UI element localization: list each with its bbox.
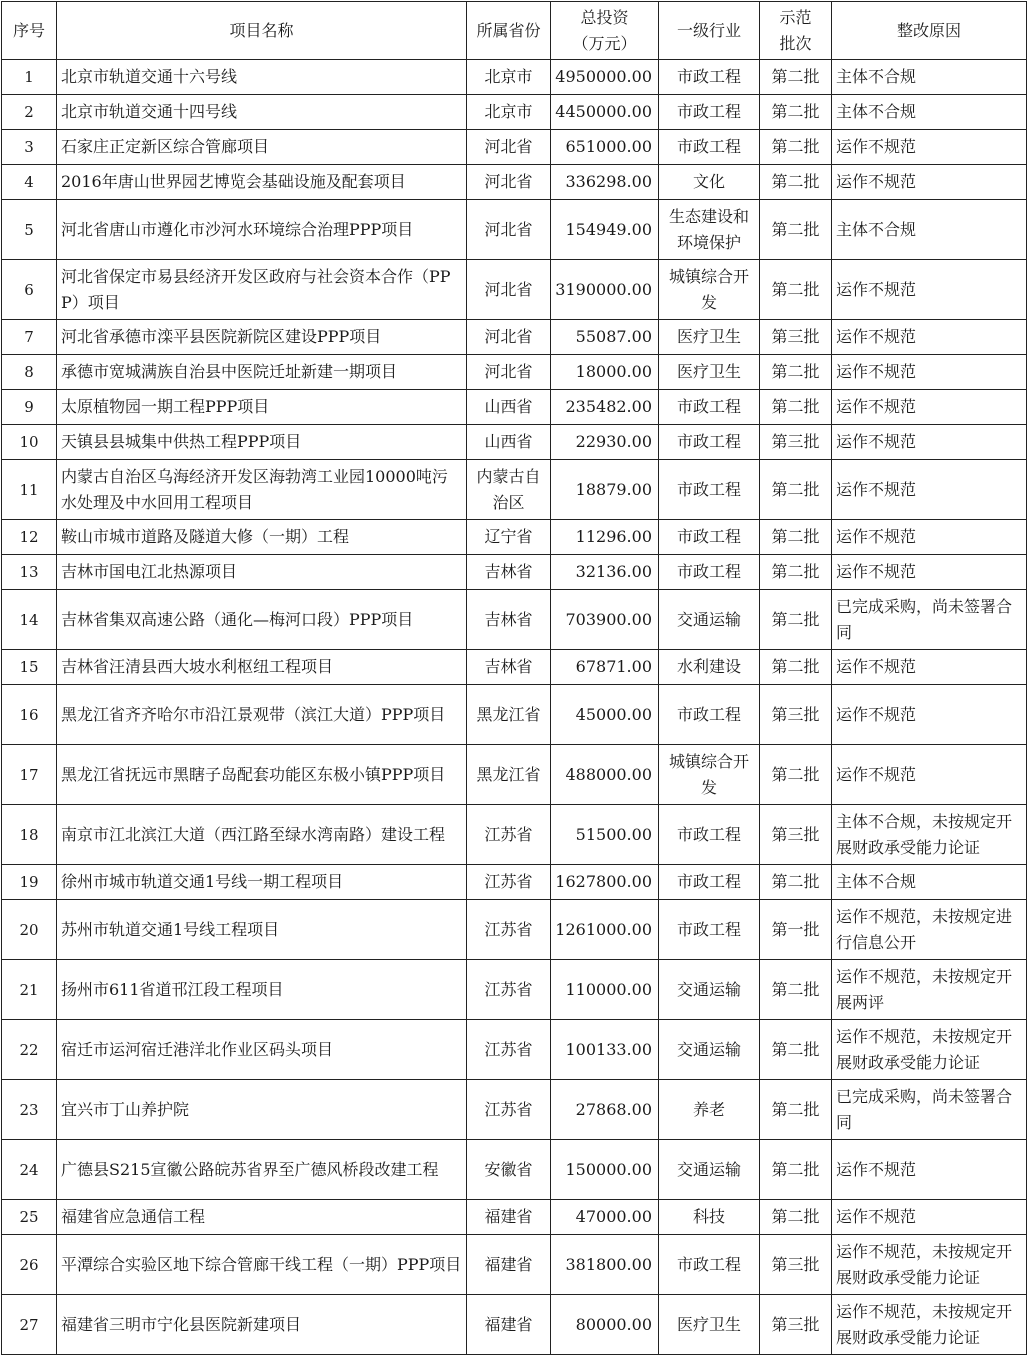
cell-industry: 市政工程 <box>659 130 760 165</box>
cell-province: 河北省 <box>467 200 551 260</box>
cell-province: 河北省 <box>467 130 551 165</box>
cell-name: 福建省应急通信工程 <box>57 1200 467 1235</box>
cell-province: 福建省 <box>467 1295 551 1355</box>
cell-reason: 运作不规范 <box>832 745 1027 805</box>
cell-name: 太原植物园一期工程PPP项目 <box>57 390 467 425</box>
cell-name: 广德县S215宣徽公路皖苏省界至广德风桥段改建工程 <box>57 1140 467 1200</box>
cell-reason: 运作不规范 <box>832 1140 1027 1200</box>
cell-no: 25 <box>2 1200 57 1235</box>
cell-no: 2 <box>2 95 57 130</box>
cell-reason: 主体不合规 <box>832 95 1027 130</box>
cell-no: 3 <box>2 130 57 165</box>
cell-province: 河北省 <box>467 320 551 355</box>
cell-reason: 运作不规范，未按规定进行信息公开 <box>832 900 1027 960</box>
cell-name: 平潭综合实验区地下综合管廊干线工程（一期）PPP项目 <box>57 1235 467 1295</box>
cell-investment: 27868.00 <box>551 1080 659 1140</box>
cell-industry: 医疗卫生 <box>659 1295 760 1355</box>
cell-investment: 381800.00 <box>551 1235 659 1295</box>
table-row <box>2 165 1027 200</box>
table-row <box>2 865 1027 900</box>
cell-investment: 47000.00 <box>551 1200 659 1235</box>
cell-name: 石家庄正定新区综合管廊项目 <box>57 130 467 165</box>
cell-no: 26 <box>2 1235 57 1295</box>
cell-batch: 第三批 <box>760 425 832 460</box>
cell-investment: 51500.00 <box>551 805 659 865</box>
cell-batch: 第三批 <box>760 685 832 745</box>
cell-reason: 主体不合规 <box>832 60 1027 95</box>
cell-no: 7 <box>2 320 57 355</box>
cell-batch: 第二批 <box>760 390 832 425</box>
cell-no: 13 <box>2 555 57 590</box>
cell-industry: 市政工程 <box>659 685 760 745</box>
cell-province: 江苏省 <box>467 960 551 1020</box>
cell-investment: 154949.00 <box>551 200 659 260</box>
cell-investment: 336298.00 <box>551 165 659 200</box>
table-row <box>2 960 1027 1020</box>
cell-industry: 市政工程 <box>659 95 760 130</box>
cell-batch: 第三批 <box>760 1235 832 1295</box>
cell-no: 15 <box>2 650 57 685</box>
cell-name: 河北省保定市易县经济开发区政府与社会资本合作（PPP）项目 <box>57 260 467 320</box>
table-row <box>2 200 1027 260</box>
cell-name: 吉林省集双高速公路（通化—梅河口段）PPP项目 <box>57 590 467 650</box>
table-row <box>2 1080 1027 1140</box>
table-row <box>2 590 1027 650</box>
cell-industry: 市政工程 <box>659 865 760 900</box>
cell-no: 23 <box>2 1080 57 1140</box>
cell-batch: 第二批 <box>760 960 832 1020</box>
cell-batch: 第二批 <box>760 1200 832 1235</box>
cell-name: 北京市轨道交通十四号线 <box>57 95 467 130</box>
cell-reason: 运作不规范，未按规定开展财政承受能力论证 <box>832 1295 1027 1355</box>
cell-no: 1 <box>2 60 57 95</box>
cell-investment: 67871.00 <box>551 650 659 685</box>
cell-reason: 主体不合规，未按规定开展财政承受能力论证 <box>832 805 1027 865</box>
cell-batch: 第三批 <box>760 320 832 355</box>
cell-name: 苏州市轨道交通1号线工程项目 <box>57 900 467 960</box>
cell-reason: 运作不规范 <box>832 425 1027 460</box>
cell-investment: 80000.00 <box>551 1295 659 1355</box>
cell-investment: 235482.00 <box>551 390 659 425</box>
table-row <box>2 460 1027 520</box>
cell-reason: 运作不规范，未按规定开展两评 <box>832 960 1027 1020</box>
cell-province: 黑龙江省 <box>467 685 551 745</box>
cell-reason: 运作不规范，未按规定开展财政承受能力论证 <box>832 1235 1027 1295</box>
cell-investment: 110000.00 <box>551 960 659 1020</box>
cell-no: 14 <box>2 590 57 650</box>
cell-name: 北京市轨道交通十六号线 <box>57 60 467 95</box>
cell-industry: 交通运输 <box>659 960 760 1020</box>
table-row <box>2 60 1027 95</box>
cell-province: 河北省 <box>467 260 551 320</box>
cell-name: 黑龙江省抚远市黑瞎子岛配套功能区东极小镇PPP项目 <box>57 745 467 805</box>
cell-name: 2016年唐山世界园艺博览会基础设施及配套项目 <box>57 165 467 200</box>
cell-batch: 第二批 <box>760 200 832 260</box>
cell-no: 19 <box>2 865 57 900</box>
cell-investment: 11296.00 <box>551 520 659 555</box>
cell-province: 江苏省 <box>467 805 551 865</box>
cell-reason: 运作不规范 <box>832 390 1027 425</box>
table-header-row <box>2 2 1027 60</box>
cell-name: 承德市宽城满族自治县中医院迁址新建一期项目 <box>57 355 467 390</box>
header-name: 项目名称 <box>57 2 467 60</box>
cell-name: 黑龙江省齐齐哈尔市沿江景观带（滨江大道）PPP项目 <box>57 685 467 745</box>
table-row <box>2 130 1027 165</box>
cell-batch: 第二批 <box>760 865 832 900</box>
cell-reason: 运作不规范 <box>832 685 1027 745</box>
cell-investment: 150000.00 <box>551 1140 659 1200</box>
cell-industry: 交通运输 <box>659 1140 760 1200</box>
cell-batch: 第二批 <box>760 1140 832 1200</box>
cell-industry: 市政工程 <box>659 555 760 590</box>
header-investment: 总投资 （万元） <box>551 2 659 60</box>
cell-reason: 运作不规范 <box>832 650 1027 685</box>
table-row <box>2 95 1027 130</box>
cell-no: 18 <box>2 805 57 865</box>
cell-investment: 18879.00 <box>551 460 659 520</box>
cell-name: 宜兴市丁山养护院 <box>57 1080 467 1140</box>
cell-batch: 第二批 <box>760 555 832 590</box>
cell-industry: 城镇综合开发 <box>659 745 760 805</box>
cell-province: 北京市 <box>467 95 551 130</box>
cell-no: 9 <box>2 390 57 425</box>
header-industry: 一级行业 <box>659 2 760 60</box>
cell-industry: 市政工程 <box>659 900 760 960</box>
cell-reason: 运作不规范 <box>832 260 1027 320</box>
cell-reason: 已完成采购，尚未签署合同 <box>832 1080 1027 1140</box>
cell-reason: 运作不规范 <box>832 320 1027 355</box>
cell-no: 5 <box>2 200 57 260</box>
cell-province: 河北省 <box>467 355 551 390</box>
table-row <box>2 685 1027 745</box>
cell-reason: 运作不规范 <box>832 1200 1027 1235</box>
cell-investment: 55087.00 <box>551 320 659 355</box>
cell-province: 江苏省 <box>467 1020 551 1080</box>
cell-province: 内蒙古自治区 <box>467 460 551 520</box>
cell-investment: 18000.00 <box>551 355 659 390</box>
cell-reason: 运作不规范，未按规定开展财政承受能力论证 <box>832 1020 1027 1080</box>
table-row <box>2 555 1027 590</box>
cell-batch: 第二批 <box>760 590 832 650</box>
cell-province: 北京市 <box>467 60 551 95</box>
table-row <box>2 650 1027 685</box>
cell-batch: 第二批 <box>760 1080 832 1140</box>
cell-name: 鞍山市城市道路及隧道大修（一期）工程 <box>57 520 467 555</box>
cell-reason: 运作不规范 <box>832 520 1027 555</box>
cell-reason: 运作不规范 <box>832 355 1027 390</box>
cell-no: 12 <box>2 520 57 555</box>
table-row <box>2 900 1027 960</box>
cell-name: 福建省三明市宁化县医院新建项目 <box>57 1295 467 1355</box>
cell-industry: 市政工程 <box>659 805 760 865</box>
cell-industry: 医疗卫生 <box>659 355 760 390</box>
cell-batch: 第二批 <box>760 95 832 130</box>
cell-investment: 1627800.00 <box>551 865 659 900</box>
table-row <box>2 1295 1027 1355</box>
cell-no: 17 <box>2 745 57 805</box>
cell-no: 20 <box>2 900 57 960</box>
cell-province: 福建省 <box>467 1235 551 1295</box>
cell-industry: 市政工程 <box>659 520 760 555</box>
cell-batch: 第二批 <box>760 460 832 520</box>
cell-batch: 第二批 <box>760 520 832 555</box>
cell-batch: 第二批 <box>760 355 832 390</box>
cell-province: 吉林省 <box>467 650 551 685</box>
cell-province: 黑龙江省 <box>467 745 551 805</box>
cell-no: 24 <box>2 1140 57 1200</box>
table-row <box>2 320 1027 355</box>
table-row <box>2 520 1027 555</box>
cell-province: 吉林省 <box>467 590 551 650</box>
header-province: 所属省份 <box>467 2 551 60</box>
cell-name: 扬州市611省道邗江段工程项目 <box>57 960 467 1020</box>
cell-industry: 城镇综合开发 <box>659 260 760 320</box>
cell-industry: 医疗卫生 <box>659 320 760 355</box>
cell-no: 21 <box>2 960 57 1020</box>
cell-no: 11 <box>2 460 57 520</box>
cell-no: 22 <box>2 1020 57 1080</box>
cell-industry: 市政工程 <box>659 390 760 425</box>
cell-investment: 45000.00 <box>551 685 659 745</box>
cell-reason: 已完成采购，尚未签署合同 <box>832 590 1027 650</box>
cell-investment: 4450000.00 <box>551 95 659 130</box>
header-reason: 整改原因 <box>832 2 1027 60</box>
cell-name: 宿迁市运河宿迁港洋北作业区码头项目 <box>57 1020 467 1080</box>
cell-investment: 1261000.00 <box>551 900 659 960</box>
cell-no: 4 <box>2 165 57 200</box>
cell-industry: 生态建设和环境保护 <box>659 200 760 260</box>
cell-batch: 第二批 <box>760 60 832 95</box>
table-row <box>2 1020 1027 1080</box>
cell-industry: 市政工程 <box>659 1235 760 1295</box>
cell-industry: 交通运输 <box>659 1020 760 1080</box>
cell-no: 8 <box>2 355 57 390</box>
table-row <box>2 260 1027 320</box>
cell-industry: 市政工程 <box>659 460 760 520</box>
cell-batch: 第二批 <box>760 1020 832 1080</box>
cell-batch: 第三批 <box>760 1295 832 1355</box>
header-batch: 示范 批次 <box>760 2 832 60</box>
cell-industry: 科技 <box>659 1200 760 1235</box>
header-no: 序号 <box>2 2 57 60</box>
cell-industry: 养老 <box>659 1080 760 1140</box>
cell-batch: 第二批 <box>760 130 832 165</box>
cell-name: 徐州市城市轨道交通1号线一期工程项目 <box>57 865 467 900</box>
cell-reason: 运作不规范 <box>832 555 1027 590</box>
cell-no: 27 <box>2 1295 57 1355</box>
cell-reason: 主体不合规 <box>832 865 1027 900</box>
cell-investment: 22930.00 <box>551 425 659 460</box>
cell-investment: 651000.00 <box>551 130 659 165</box>
cell-batch: 第二批 <box>760 650 832 685</box>
cell-investment: 32136.00 <box>551 555 659 590</box>
cell-province: 河北省 <box>467 165 551 200</box>
cell-reason: 运作不规范 <box>832 130 1027 165</box>
cell-investment: 100133.00 <box>551 1020 659 1080</box>
cell-investment: 3190000.00 <box>551 260 659 320</box>
cell-industry: 市政工程 <box>659 60 760 95</box>
rectification-project-table <box>1 1 1027 1355</box>
table-row <box>2 390 1027 425</box>
cell-name: 河北省唐山市遵化市沙河水环境综合治理PPP项目 <box>57 200 467 260</box>
cell-province: 江苏省 <box>467 900 551 960</box>
cell-province: 江苏省 <box>467 1080 551 1140</box>
cell-no: 6 <box>2 260 57 320</box>
table-row <box>2 1235 1027 1295</box>
cell-industry: 水利建设 <box>659 650 760 685</box>
cell-no: 16 <box>2 685 57 745</box>
cell-no: 10 <box>2 425 57 460</box>
cell-name: 吉林市国电江北热源项目 <box>57 555 467 590</box>
cell-province: 山西省 <box>467 425 551 460</box>
cell-batch: 第一批 <box>760 900 832 960</box>
cell-reason: 运作不规范 <box>832 165 1027 200</box>
cell-batch: 第二批 <box>760 745 832 805</box>
cell-industry: 文化 <box>659 165 760 200</box>
cell-reason: 主体不合规 <box>832 200 1027 260</box>
cell-province: 吉林省 <box>467 555 551 590</box>
cell-name: 河北省承德市滦平县医院新院区建设PPP项目 <box>57 320 467 355</box>
cell-name: 天镇县县城集中供热工程PPP项目 <box>57 425 467 460</box>
cell-batch: 第二批 <box>760 260 832 320</box>
cell-province: 山西省 <box>467 390 551 425</box>
cell-province: 辽宁省 <box>467 520 551 555</box>
cell-reason: 运作不规范 <box>832 460 1027 520</box>
cell-name: 吉林省汪清县西大坡水利枢纽工程项目 <box>57 650 467 685</box>
table-row <box>2 745 1027 805</box>
table-row <box>2 355 1027 390</box>
cell-industry: 交通运输 <box>659 590 760 650</box>
cell-province: 江苏省 <box>467 865 551 900</box>
table-row <box>2 1140 1027 1200</box>
table-row <box>2 805 1027 865</box>
cell-investment: 703900.00 <box>551 590 659 650</box>
cell-investment: 4950000.00 <box>551 60 659 95</box>
cell-industry: 市政工程 <box>659 425 760 460</box>
cell-name: 内蒙古自治区乌海经济开发区海勃湾工业园10000吨污水处理及中水回用工程项目 <box>57 460 467 520</box>
table-row <box>2 425 1027 460</box>
cell-batch: 第三批 <box>760 805 832 865</box>
cell-name: 南京市江北滨江大道（西江路至绿水湾南路）建设工程 <box>57 805 467 865</box>
cell-province: 福建省 <box>467 1200 551 1235</box>
table-row <box>2 1200 1027 1235</box>
cell-investment: 488000.00 <box>551 745 659 805</box>
cell-province: 安徽省 <box>467 1140 551 1200</box>
cell-batch: 第二批 <box>760 165 832 200</box>
